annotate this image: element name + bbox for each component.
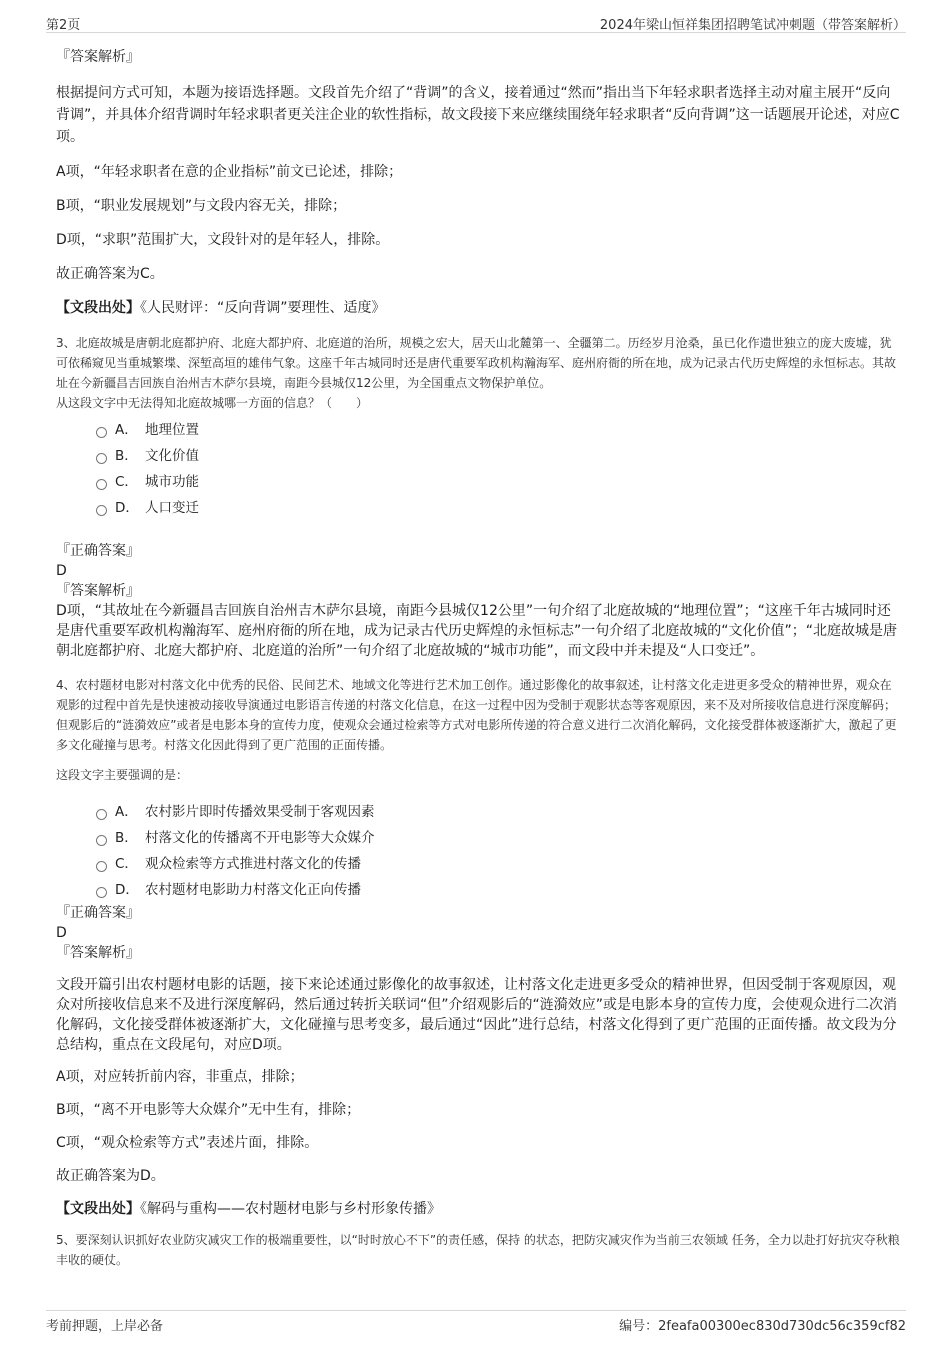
- q3-analysis-heading: 『答案解析』: [56, 583, 140, 599]
- q3-passage: 3、北庭故城是唐朝北庭都护府、北庭大都护府、北庭道的治所，规模之宏大，居天山北麓第一、全疆第二。历经岁月沧桑，虽已化作遗世独立的庞大废墟，犹可依稀窥见当重城繁堞、深堑高垣的雄伟气象。这座千年古城同时还是唐代重要军政机构瀚海军、庭州府衙的所在地，成为记录古代历史辉煌的永恒标志。其故址在今新疆昌吉回族自治州吉木萨尔县境，南距今县城仅12公里，为全国重点文物保护单位。: [56, 336, 897, 390]
- page-footer: [46, 1310, 906, 1334]
- q4-conclusion: 故正确答案为D。: [56, 1168, 165, 1184]
- page-number: 第2页: [46, 18, 81, 33]
- radio-icon[interactable]: [96, 809, 107, 820]
- q4-analysis-heading: 『答案解析』: [56, 945, 140, 961]
- q3-option-c[interactable]: C． 城市功能: [96, 469, 902, 495]
- radio-icon[interactable]: [96, 453, 107, 464]
- q4-option-c-note: C项，“观众检索等方式”表述片面，排除。: [56, 1135, 319, 1151]
- document-code: 编号：2feafa00300ec830d730dc56c359cf82: [619, 1319, 906, 1334]
- q3-question: 从这段文字中无法得知北庭故城哪一方面的信息？（ ）: [56, 396, 369, 410]
- source-label: 【文段出处】: [56, 300, 140, 316]
- page-content: [56, 40, 902, 1270]
- q2-conclusion: 故正确答案为C。: [56, 266, 164, 282]
- q2-analysis-text: 根据提问方式可知，本题为接语选择题。文段首先介绍了“背调”的含义，接着通过“然而”指出当下年轻求职者选择主动对雇主展开“反向背调”，并具体介绍背调时年轻求职者更关注企业的软性指标，故文段接下来应继续围绕年轻求职者“反向背调”这一话题展开论述，对应C项。: [56, 85, 900, 145]
- source-text: 《人民财评：“反向背调”要理性、适度》: [140, 300, 386, 316]
- q2-source: [56, 297, 902, 319]
- q4-source: [56, 1198, 902, 1220]
- q4-question: 这段文字主要强调的是：: [56, 768, 189, 782]
- radio-icon[interactable]: [96, 427, 107, 438]
- q4-options: [56, 799, 902, 903]
- q3-option-b[interactable]: B． 文化价值: [96, 443, 902, 469]
- q4-passage: 4、农村题材电影对村落文化中优秀的民俗、民间艺术、地域文化等进行艺术加工创作。通过影像化的故事叙述，让村落文化走进更多受众的精神世界，观众在观影的过程中首先是快速被动接收导演通过电影语言传递的村落文化信息，在这一过程中因为受制于观影状态等客观原因，来不及对所接收信息进行深度解码；但观影后的“涟漪效应”或者是电影本身的宣传力度，使观众会通过检索等方式对电影所传递的符合意义进行二次消化解码，文化接受群体被逐渐扩大，激起了更多文化碰撞与思考。村落文化因此得到了更广范围的正面传播。: [56, 678, 897, 752]
- radio-icon[interactable]: [96, 505, 107, 516]
- q4-answer-heading: 『正确答案』: [56, 905, 140, 921]
- q3-answer: D: [56, 563, 67, 579]
- q3-option-a[interactable]: A． 地理位置: [96, 417, 902, 443]
- q4-option-b[interactable]: B． 村落文化的传播离不开电影等大众媒介: [96, 825, 902, 851]
- page-header: [46, 12, 906, 33]
- q4-option-b-note: B项，“离不开电影等大众媒介”无中生有，排除；: [56, 1102, 361, 1118]
- radio-icon[interactable]: [96, 861, 107, 872]
- q4-option-d[interactable]: D． 农村题材电影助力村落文化正向传播: [96, 877, 902, 903]
- q2-option-b-note: B项，“职业发展规划”与文段内容无关，排除；: [56, 198, 347, 214]
- source-label: 【文段出处】: [56, 1201, 140, 1217]
- q3-option-d[interactable]: D． 人口变迁: [96, 495, 902, 521]
- source-text: 《解码与重构——农村题材电影与乡村形象传播》: [140, 1201, 441, 1217]
- document-title: 2024年梁山恒祥集团招聘笔试冲刺题（带答案解析）: [599, 18, 906, 33]
- q5-passage: 5、要深刻认识抓好农业防灾减灾工作的极端重要性，以“时时放心不下”的责任感，保持 的状态，把防灾减灾作为当前三农领域 任务，全力以赴打好抗灾夺秋粮丰收的硬仗。: [56, 1233, 900, 1267]
- footer-slogan: 考前押题，上岸必备: [46, 1319, 164, 1334]
- q4-option-c[interactable]: C． 观众检索等方式推进村落文化的传播: [96, 851, 902, 877]
- q2-option-d-note: D项，“求职”范围扩大，文段针对的是年轻人，排除。: [56, 232, 390, 248]
- q2-option-a-note: A项，“年轻求职者在意的企业指标”前文已论述，排除；: [56, 164, 403, 180]
- radio-icon[interactable]: [96, 479, 107, 490]
- radio-icon[interactable]: [96, 835, 107, 846]
- q4-analysis-text: 文段开篇引出农村题材电影的话题，接下来论述通过影像化的故事叙述，让村落文化走进更多受众的精神世界，但因受制于客观原因，观众对所接收信息来不及进行深度解码，然后通过转折关联词“但”介绍观影后的“涟漪效应”或是电影本身的宣传力度，会使观众进行二次消化解码，文化接受群体被逐渐扩大，文化碰撞与思考变多，最后通过“因此”进行总结，村落文化得到了更广范围的正面传播。故文段为分总结构，重点在文段尾句，对应D项。: [56, 977, 898, 1053]
- q3-options: [56, 417, 902, 521]
- q3-analysis-text: D项，“其故址在今新疆昌吉回族自治州吉木萨尔县境，南距今县城仅12公里”一句介绍了北庭故城的“地理位置”；“这座千年古城同时还是唐代重要军政机构瀚海军、庭州府衙的所在地，成为记录古代历史辉煌的永恒标志”一句介绍了北庭故城的“文化价值”；“北庭故城是唐朝北庭都护府、北庭大都护府、北庭道的治所”一句介绍了北庭故城的“城市功能”，而文段中并未提及“人口变迁”。: [56, 603, 898, 659]
- q3-answer-heading: 『正确答案』: [56, 543, 140, 559]
- radio-icon[interactable]: [96, 887, 107, 898]
- q4-answer: D: [56, 925, 67, 941]
- q4-option-a-note: A项，对应转折前内容，非重点，排除；: [56, 1069, 304, 1085]
- q4-option-a[interactable]: A． 农村影片即时传播效果受制于客观因素: [96, 799, 902, 825]
- q2-analysis-heading: 『答案解析』: [56, 49, 140, 65]
